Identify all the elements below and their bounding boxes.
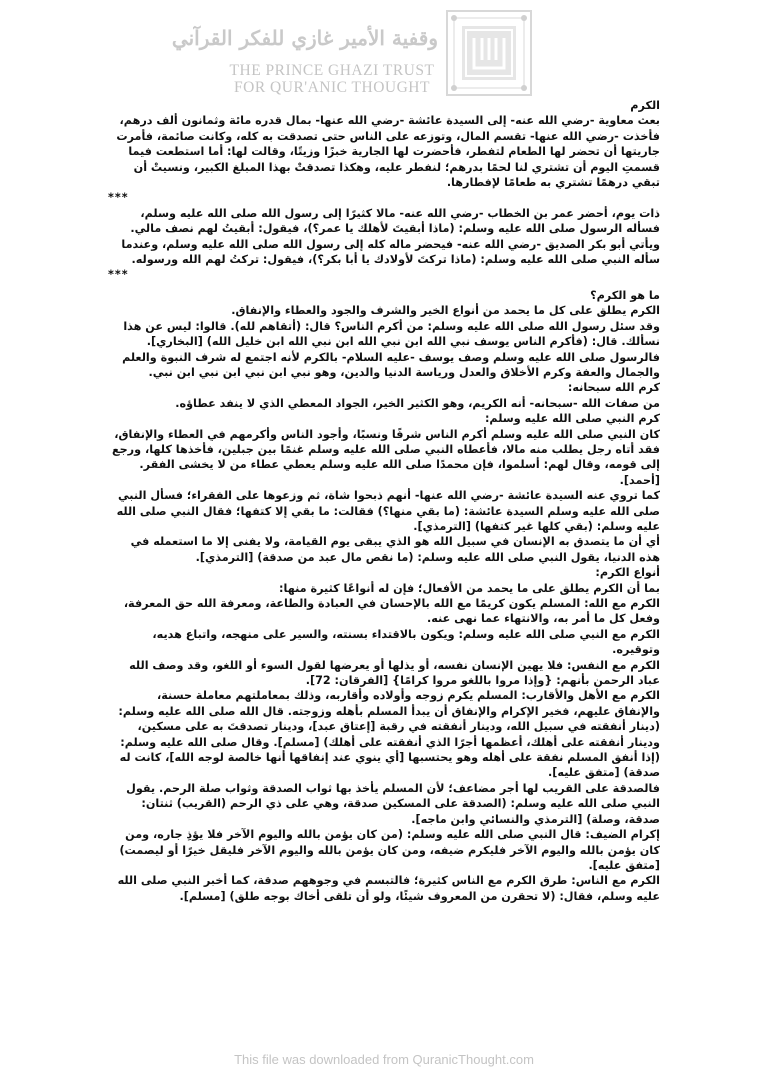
paragraph: الكرم يطلق على كل ما يحمد من أنواع الخير والشرف والجود والعطاء والإنفاق. (231, 304, 660, 318)
article-title: الكرم (630, 99, 660, 112)
paragraph: الكرم مع النفس: فلا يهين الإنسان نفسه، أو يذلها أو يعرضها لقول السوء أو اللغو، وقد وصف الله عباد الرحمن بأنهم: {وإذا مروا باللغو مروا كرامًا} [الفرقان: 72]. (129, 658, 660, 688)
section-heading: كرم النبي صلى الله عليه وسلم: (484, 412, 660, 426)
section-heading: ما هو الكرم؟ (590, 288, 660, 302)
paragraph: بعث معاوية -رضي الله عنه- إلى السيدة عائشة -رضي الله عنها- بمال قدره مائة وثمانون ألف درهم، فأخذت -رضي الله عنها- تقسم المال، وتوزعه على الناس حتى تصدقت به كله، وكانت صائمة، فأمرت جاريتها أن تحضر لها الطعام لتفطر، فأحضرت لها الجارية خبزًا وزيتًا، وقالت لها: أما استطعت فيما قسمتِ اليوم أن تشتري لنا لحمًا بدرهم؛ لنفطر عليه، وهكذا تصدقتْ بهذا المبلغ الكبير، ونسيتْ أن تبقي درهمًا تشتري به طعامًا لإفطارها. (116, 114, 660, 190)
trust-name-english-line2: FOR QUR'ANIC THOUGHT (234, 79, 430, 96)
paragraph: إكرام الضيف: قال النبي صلى الله عليه وسلم: (من كان يؤمن بالله واليوم الآخر فلا يؤذِ جاره، ومن كان يؤمن بالله واليوم الآخر فليكرم ضيفه، ومن كان يؤمن بالله واليوم الآخر فليقل خيرًا أو ليصمت) [متفق عليه]. (119, 828, 660, 872)
paragraph: من صفات الله -سبحانه- أنه الكريم، وهو الكثير الخير، الجواد المعطي الذي لا ينفد عطاؤه. (175, 396, 660, 410)
paragraph: كما تروي عنه السيدة عائشة -رضي الله عنها- أنهم ذبحوا شاة، ثم وزعوها على الفقراء؛ فسأل النبي صلى الله عليه وسلم السيدة عائشة: (ما بقي منها؟) فقالت: ما بقي إلا كتفها؛ فقال النبي صلى الله عليه وسلم: (بقي كلها غير كتفها) [الترمذي]. (116, 489, 660, 533)
calligraphy-emblem-icon (444, 8, 534, 98)
paragraph: الكرم مع الناس: طرق الكرم مع الناس كثيرة؛ فالتبسم في وجوههم صدقة، كما أخبر النبي صلى الله عليه وسلم، فقال: (لا تحقرن من المعروف شيئًا، ولو أن تلقى أخاك بوجه طلق) [مسلم]. (117, 874, 660, 903)
paragraph: فالصدقة على القريب لها أجر مضاعف؛ لأن المسلم يأخذ بها ثواب الصدقة وثواب صلة الرحم. يقول النبي صلى الله عليه وسلم: (الصدقة على المسكين صدقة، وهي على ذي الرحم (القريب) ثنتان: صدقة، وصلة) [الترمذي والنسائي وابن ماجه]. (126, 781, 660, 826)
paragraph: بما أن الكرم يطلق على ما يحمد من الأفعال؛ فإن له أنواعًا كثيرة منها: (279, 581, 660, 595)
download-footer: This file was downloaded from QuranicThought.com (234, 1052, 534, 1067)
paragraph: الكرم مع النبي صلى الله عليه وسلم: ويكون بالاقتداء بسنته، والسير على منهجه، واتباع هديه، وتوقيره. (152, 627, 660, 657)
paragraph: الكرم مع الأهل والأقارب: المسلم يكرم زوجه وأولاده وأقاربه، وذلك بمعاملتهم معاملة حسنة، والإنفاق عليهم، فخير الإكرام والإنفاق أن يبدأ المسلم بأهله وزوجته. قال الله صلى الله عليه وسلم: (دينار أنفقته في سبيل الله، ودينار أنفقته في رقبة [إعتاق عبد]، ودينار تصدقتَ به على مسكين، ودينار أنفقته على أهلك، أعظمها أجرًا الذي أنفقته على أهلك) [مسلم]. وقال صلى الله عليه وسلم: (إذا أنفق المسلم نفقة على أهله وهو يحتسبها [أي ينوي عند إنفاقها أنها خالصة لوجه الله]، كانت له صدقة) [متفق عليه]. (118, 689, 660, 780)
paragraph: ويأتي أبو بكر الصديق -رضي الله عنه- فيحضر ماله كله إلى رسول الله صلى الله عليه وسلم، وعندما سأله النبي صلى الله عليه وسلم: (ماذا تركتَ لأولادك يا أبا بكر؟)، فيقول: تركتُ لهم الله ورسوله. (121, 237, 660, 267)
trust-name-arabic: وقفية الأمير غازي للفكر القرآني (171, 26, 438, 50)
section-heading: كرم الله سبحانه: (567, 381, 660, 395)
trust-logo (171, 4, 536, 100)
section-separator: *** (108, 191, 129, 205)
paragraph: كان النبي صلى الله عليه وسلم أكرم الناس شرفًا ونسبًا، وأجود الناس وأكرمهم في العطاء والإنفاق، فقد أتاه رجل يطلب منه مالا، فأعطاه النبي صلى الله عليه وسلم غنمًا بين جبلين، فأخذها كلها، ورجع إلى قومه، وقال لهم: أسلموا، فإن محمدًا صلى الله عليه وسلم يعطي عطاء من لا يخشى الفقر. [أحمد]. (111, 427, 660, 487)
paragraph: ذات يوم، أحضر عمر بن الخطاب -رضي الله عنه- مالا كثيرًا إلى رسول الله صلى الله عليه وسلم، فسأله الرسول صلى الله عليه وسلم: (ماذا أبقيتَ لأهلك يا عمر؟)، فيقول: أبقيتُ لهم نصف مالي. (130, 206, 660, 236)
trust-name-english-line1: THE PRINCE GHAZI TRUST (229, 62, 435, 79)
article-body (108, 98, 660, 1028)
section-separator: *** (108, 268, 129, 282)
paragraph: الكرم مع الله: المسلم يكون كريمًا مع الله بالإحسان في العبادة والطاعة، ومعرفة الله حق المعرفة، وفعل كل ما أمر به، والانتهاء عما نهى عنه. (123, 597, 660, 626)
paragraph: وقد سئل رسول الله صلى الله عليه وسلم: من أكرم الناس؟ قال: (أتقاهم لله). قالوا: ليس عن هذا نسألك. قال: (فأكرم الناس يوسف نبي الله ابن نبي الله ابن نبي الله ابن خليل الله) [البخاري]. (123, 319, 660, 349)
section-heading: أنواع الكرم: (595, 566, 660, 580)
paragraph: فالرسول صلى الله عليه وسلم وصف يوسف -عليه السلام- بالكرم لأنه اجتمع له شرف النبوة والعلم والجمال والعفة وكرم الأخلاق والعدل ورياسة الدنيا والدين، وهو نبي ابن نبي ابن نبي ابن نبي. (122, 350, 660, 379)
paragraph: أي أن ما يتصدق به الإنسان في سبيل الله هو الذي يبقى يوم القيامة، ولا يفنى إلا ما استعمله في هذه الدنيا، يقول النبي صلى الله عليه وسلم: (ما نقص مال عبد من صدقة) [الترمذي]. (130, 535, 660, 564)
